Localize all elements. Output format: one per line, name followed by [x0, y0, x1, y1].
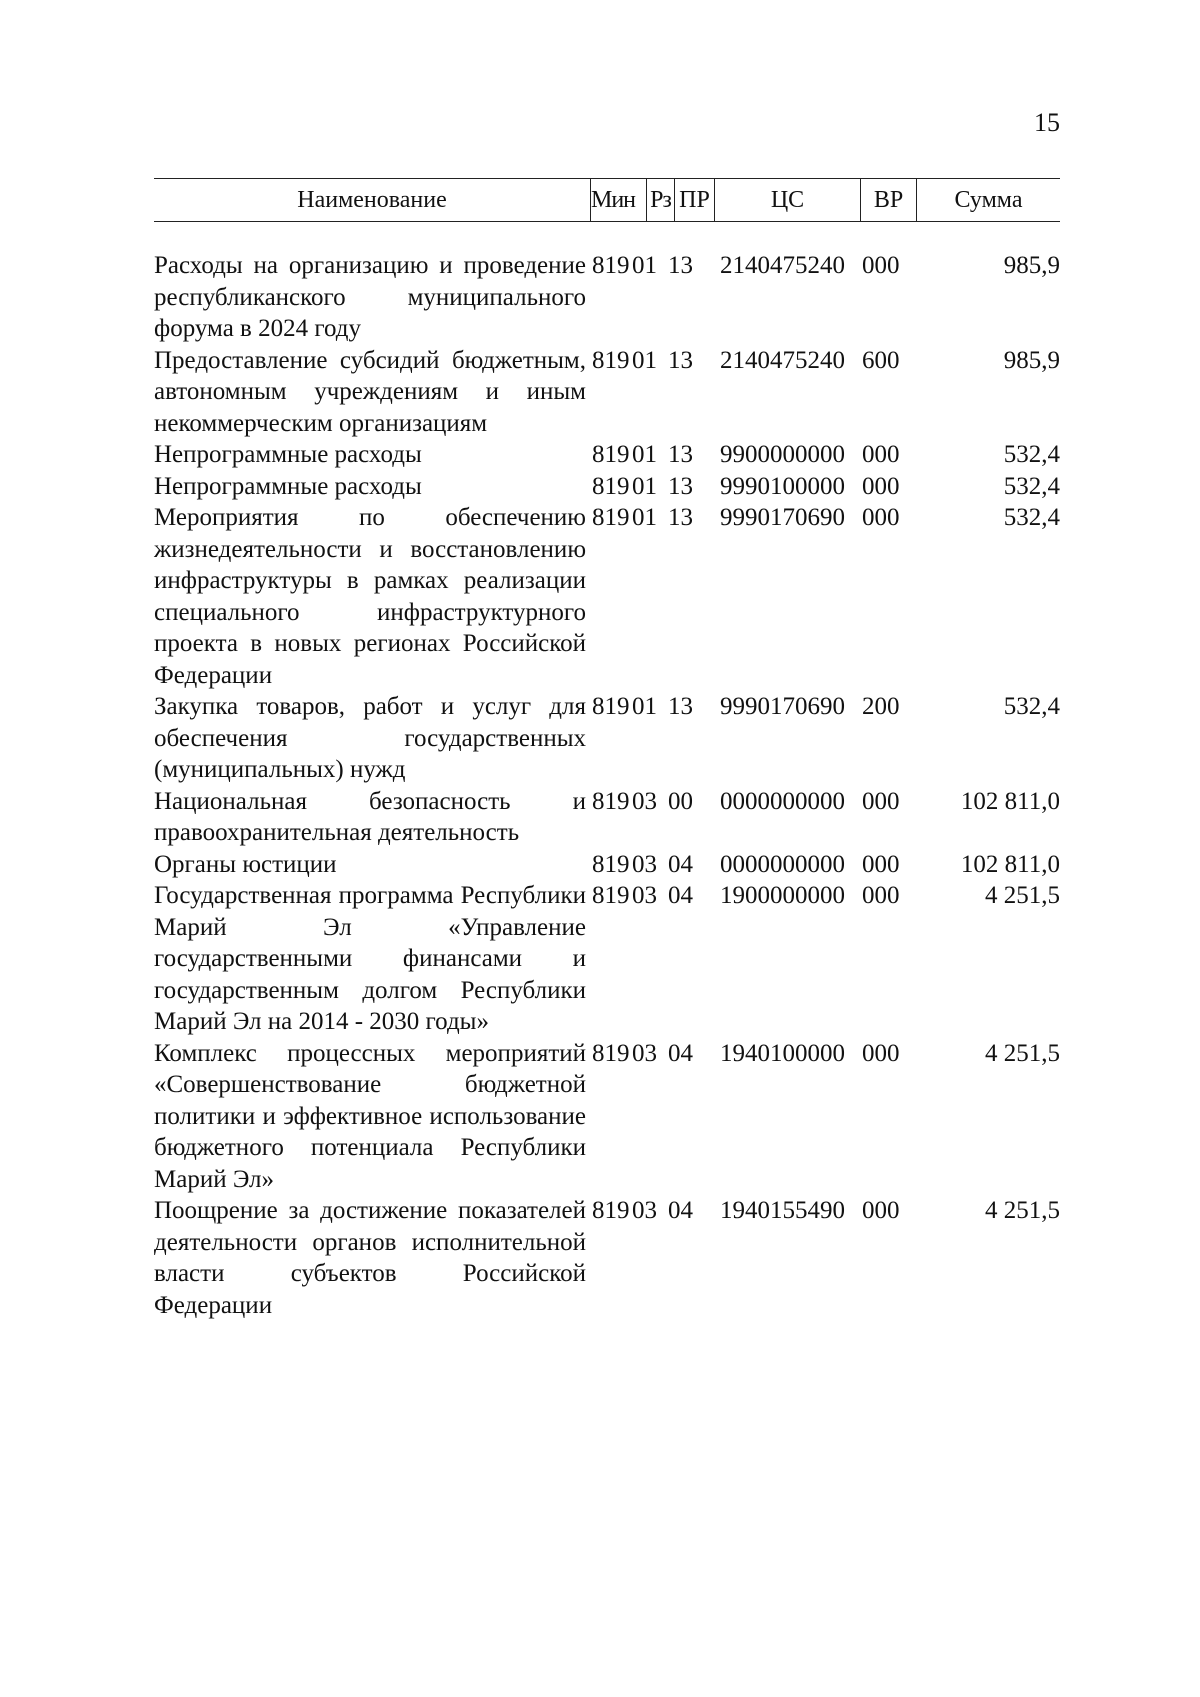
row-min: 819: [592, 882, 630, 909]
row-name: Комплекс процессных мероприятий «Совершенствование бюджетной политики и эффективное использование бюджетного потенциала Республики Марий Эл»: [154, 1039, 586, 1193]
row-min: 819: [592, 693, 630, 720]
budget-table: [154, 178, 1060, 1321]
row-pr: 13: [668, 252, 693, 279]
row-name: Мероприятия по обеспечению жизнедеятельности и восстановлению инфраструктуры в рамках реализации специального инфраструктурного проекта в новых регионах Российской Федерации: [154, 504, 586, 689]
row-name: Непрограммные расходы: [154, 472, 422, 500]
table-row: [154, 1195, 1060, 1321]
header-vr: ВР: [860, 179, 916, 221]
row-cs: 2140475240: [720, 252, 845, 279]
row-rz: 01: [632, 504, 657, 531]
row-rz: 01: [632, 252, 657, 279]
row-min: 819: [592, 850, 630, 878]
table-row: [154, 786, 1060, 849]
row-pr: 13: [668, 472, 693, 500]
row-sum: 532,4: [1003, 441, 1060, 468]
row-vr: 000: [862, 504, 900, 531]
row-sum: 4 251,5: [985, 882, 1060, 909]
row-cs: 1940100000: [720, 1039, 845, 1067]
row-sum: 4 251,5: [985, 1039, 1060, 1067]
table-row: [154, 345, 1060, 440]
table-row: [154, 691, 1060, 786]
row-rz: 01: [632, 693, 657, 720]
row-min: 819: [592, 252, 630, 279]
row-rz: 01: [632, 441, 657, 468]
row-pr: 04: [668, 1197, 693, 1224]
row-min: 819: [592, 441, 630, 468]
row-rz: 03: [632, 1039, 657, 1067]
table-row: [154, 250, 1060, 345]
row-pr: 04: [668, 1039, 693, 1067]
row-cs: 1900000000: [720, 882, 845, 909]
row-vr: 000: [862, 1197, 900, 1224]
row-name: Непрограммные расходы: [154, 441, 422, 468]
row-min: 819: [592, 1197, 630, 1224]
row-min: 819: [592, 346, 630, 374]
header-pr: ПР: [674, 179, 714, 221]
row-sum: 985,9: [1003, 252, 1060, 279]
row-min: 819: [592, 787, 630, 815]
table-row: [154, 1038, 1060, 1196]
row-cs: 9900000000: [720, 441, 845, 468]
row-vr: 000: [862, 472, 900, 500]
row-name: Органы юстиции: [154, 850, 337, 878]
row-vr: 000: [862, 882, 900, 909]
row-vr: 200: [862, 693, 900, 720]
page-number: 15: [1034, 108, 1060, 137]
row-min: 819: [592, 472, 630, 500]
header-min: Мин: [590, 179, 646, 221]
table-row: [154, 849, 1060, 881]
row-rz: 03: [632, 787, 657, 815]
row-pr: 04: [668, 882, 693, 909]
row-sum: 532,4: [1003, 504, 1060, 531]
row-sum: 102 811,0: [960, 850, 1060, 878]
row-rz: 03: [632, 882, 657, 909]
row-pr: 13: [668, 693, 693, 720]
row-sum: 532,4: [1003, 693, 1060, 720]
row-name: Закупка товаров, работ и услуг для обеспечения государственных (муниципальных) нужд: [154, 693, 586, 783]
row-cs: 9990100000: [720, 472, 845, 500]
row-cs: 0000000000: [720, 787, 845, 815]
row-vr: 000: [862, 850, 900, 878]
header-name: Наименование: [297, 187, 447, 214]
row-sum: 102 811,0: [960, 787, 1060, 815]
table-row: [154, 439, 1060, 471]
row-rz: 01: [632, 472, 657, 500]
row-sum: 4 251,5: [985, 1197, 1060, 1224]
row-cs: 0000000000: [720, 850, 845, 878]
row-vr: 000: [862, 441, 900, 468]
row-sum: 532,4: [1003, 472, 1060, 500]
row-vr: 000: [862, 252, 900, 279]
row-cs: 9990170690: [720, 504, 845, 531]
row-cs: 9990170690: [720, 693, 845, 720]
table-row: [154, 471, 1060, 503]
row-sum: 985,9: [1003, 346, 1060, 374]
table-row: [154, 880, 1060, 1038]
row-cs: 1940155490: [720, 1197, 845, 1224]
row-rz: 03: [632, 1197, 657, 1224]
row-name: Расходы на организацию и проведение республиканского муниципального форума в 2024 году: [154, 252, 586, 342]
row-name: Государственная программа Республики Марий Эл «Управление государственными финансами и государственным долгом Республики Марий Эл на 2014 - 2030 годы»: [154, 882, 586, 1035]
table-header: [154, 178, 1060, 222]
table-row: [154, 502, 1060, 691]
row-pr: 04: [668, 850, 693, 878]
row-pr: 13: [668, 441, 693, 468]
row-min: 819: [592, 1039, 630, 1067]
row-pr: 13: [668, 504, 693, 531]
row-rz: 01: [632, 346, 657, 374]
row-vr: 000: [862, 1039, 900, 1067]
row-pr: 00: [668, 787, 693, 815]
row-name: Поощрение за достижение показателей деятельности органов исполнительной власти субъектов Российской Федерации: [154, 1197, 586, 1319]
row-rz: 03: [632, 850, 657, 878]
row-name: Национальная безопасность и правоохранительная деятельность: [154, 787, 586, 846]
row-cs: 2140475240: [720, 346, 845, 374]
row-min: 819: [592, 504, 630, 531]
header-sum: Сумма: [916, 179, 1060, 221]
row-pr: 13: [668, 346, 693, 374]
row-vr: 000: [862, 787, 900, 815]
row-name: Предоставление субсидий бюджетным, автономным учреждениям и иным некоммерческим организациям: [154, 346, 586, 437]
header-rz: Рз: [646, 179, 674, 221]
row-vr: 600: [862, 346, 900, 374]
header-cs: ЦС: [714, 179, 860, 221]
